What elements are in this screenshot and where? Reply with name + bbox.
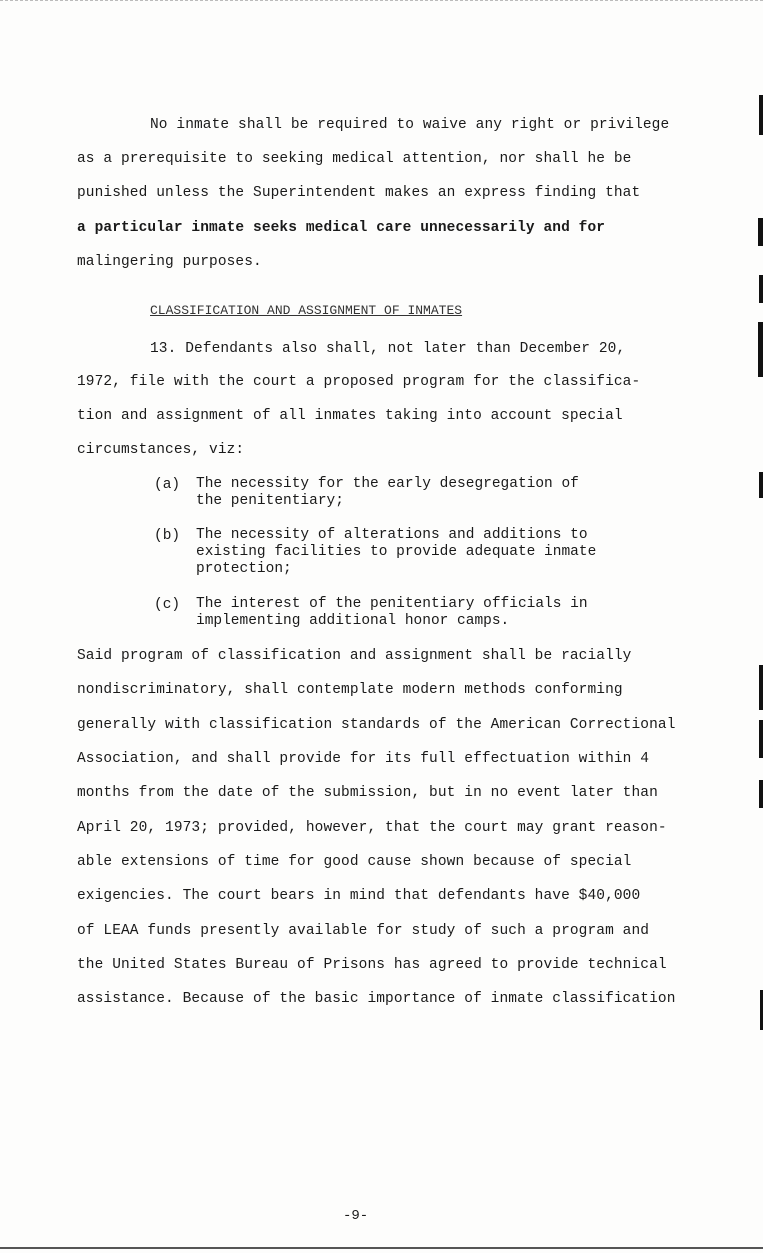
list-item-b-label: (b) xyxy=(154,528,181,544)
paragraph1-line-3: punished unless the Superintendent makes an express finding that xyxy=(77,185,641,201)
paragraph3-line-3: generally with classification standards of the American Correctional xyxy=(77,717,676,733)
paragraph2-line-4: circumstances, viz: xyxy=(77,442,245,458)
paragraph3-line-5: months from the date of the submission, but in no event later than xyxy=(77,785,658,801)
paragraph2-line-1: 13. Defendants also shall, not later than December 20, xyxy=(150,341,626,357)
margin-mark xyxy=(758,218,763,246)
paragraph1-line-2: as a prerequisite to seeking medical attention, nor shall he be xyxy=(77,151,632,167)
margin-mark xyxy=(759,95,763,135)
paragraph3-line-4: Association, and shall provide for its full effectuation within 4 xyxy=(77,751,650,767)
paragraph3-line-9: of LEAA funds presently available for study of such a program and xyxy=(77,923,650,939)
paragraph1-line-5: malingering purposes. xyxy=(77,254,262,270)
margin-mark xyxy=(759,780,763,808)
list-item-b-line-1: The necessity of alterations and additions to xyxy=(196,527,588,543)
list-item-a-line-2: the penitentiary; xyxy=(196,493,344,509)
list-item-a-line-1: The necessity for the early desegregation of xyxy=(196,476,579,492)
margin-mark xyxy=(759,472,763,498)
paragraph3-line-1: Said program of classification and assignment shall be racially xyxy=(77,648,632,664)
paragraph3-line-6: April 20, 1973; provided, however, that the court may grant reason- xyxy=(77,820,667,836)
paragraph3-line-11: assistance. Because of the basic importance of inmate classification xyxy=(77,991,676,1007)
margin-mark xyxy=(759,275,763,303)
margin-mark xyxy=(758,322,763,377)
bottom-edge xyxy=(0,1247,763,1249)
list-item-a-label: (a) xyxy=(154,477,181,493)
list-item-c-label: (c) xyxy=(154,597,181,613)
paragraph1-line-1: No inmate shall be required to waive any right or privilege xyxy=(150,117,670,133)
page-number: -9- xyxy=(343,1208,369,1224)
list-item-b-line-3: protection; xyxy=(196,561,292,577)
paragraph1-line-4: a particular inmate seeks medical care unnecessarily and for xyxy=(77,220,606,236)
list-item-c-line-1: The interest of the penitentiary officials in xyxy=(196,596,588,612)
list-item-b-line-2: existing facilities to provide adequate inmate xyxy=(196,544,597,560)
top-edge xyxy=(0,0,763,5)
list-item-c-line-2: implementing additional honor camps. xyxy=(196,613,510,629)
paragraph3-line-10: the United States Bureau of Prisons has agreed to provide technical xyxy=(77,957,667,973)
paragraph3-line-7: able extensions of time for good cause shown because of special xyxy=(77,854,632,870)
section-heading: CLASSIFICATION AND ASSIGNMENT OF INMATES xyxy=(150,303,463,318)
paragraph3-line-2: nondiscriminatory, shall contemplate modern methods conforming xyxy=(77,682,623,698)
paragraph3-line-8: exigencies. The court bears in mind that defendants have $40,000 xyxy=(77,888,641,904)
paragraph2-line-3: tion and assignment of all inmates taking into account special xyxy=(77,408,623,424)
paragraph2-line-2: 1972, file with the court a proposed program for the classifica- xyxy=(77,374,641,390)
margin-mark xyxy=(759,720,763,758)
margin-mark xyxy=(759,665,763,710)
